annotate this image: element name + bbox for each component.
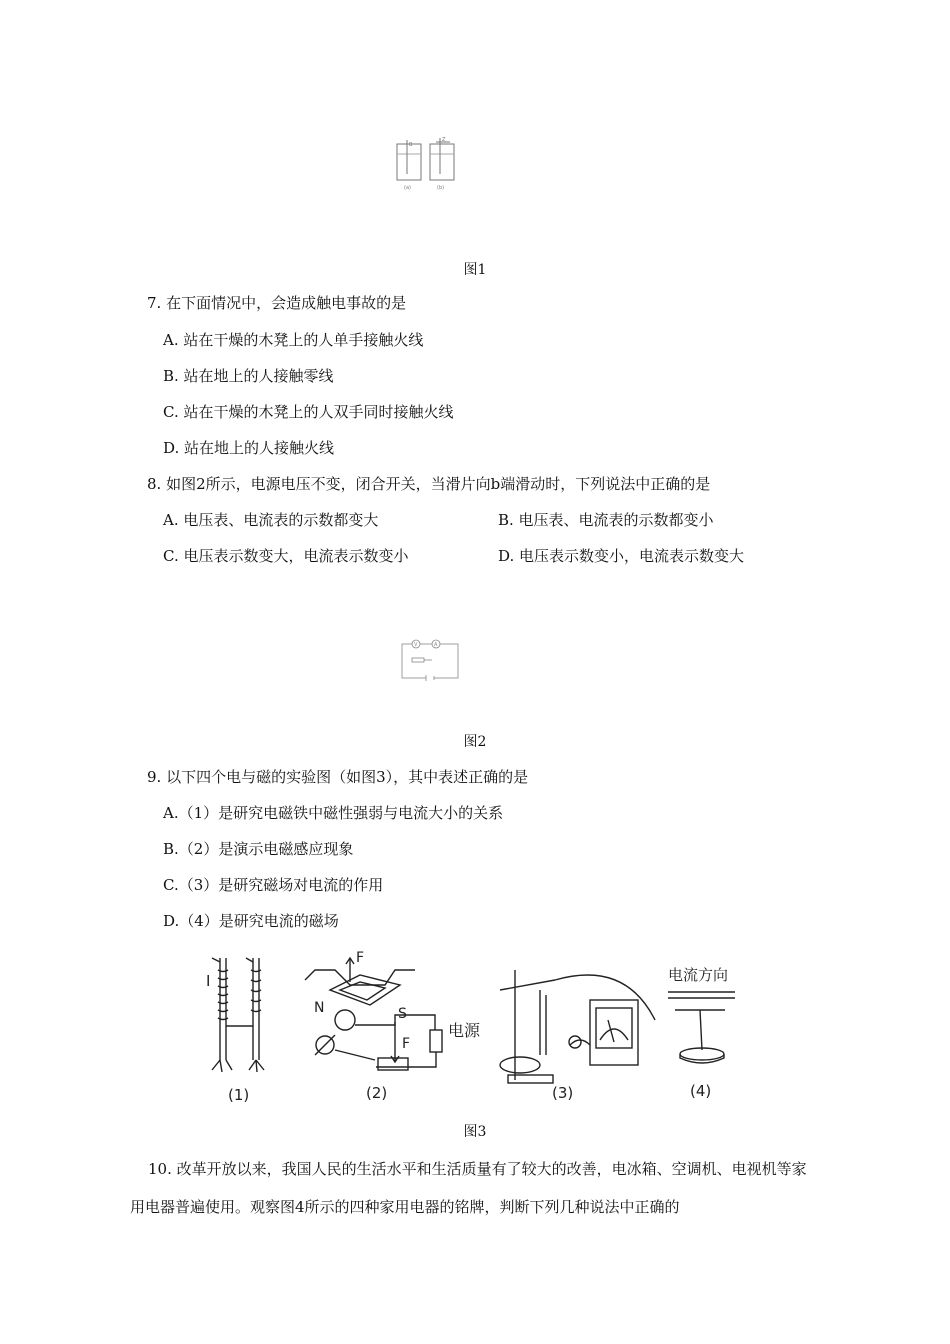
q10-text: 10. 改革开放以来，我国人民的生活水平和生活质量有了较大的改善，电冰箱、空调机、电视机等家用电器普遍使用。观察图4所示的四种家用电器的铭牌，判断下列几种说法中正确的 [130,1160,807,1216]
fig3-label-f-bottom: F [402,1036,411,1052]
ammeter-label: A [434,642,438,648]
fig3-label-s: S [398,1006,407,1022]
fig3-sub-3: (3) [552,1084,574,1102]
rheostat-symbol [412,658,424,662]
beaker-b [430,144,454,180]
fig3-sub-1: (1) [228,1086,250,1104]
q9-option-a: A.（1）是研究电磁铁中磁性强弱与电流大小的关系 [163,804,504,822]
fig3-label-i: I [206,972,211,990]
q7-option-d: D. 站在地上的人接触火线 [163,439,335,457]
voltmeter-label: V [414,642,418,648]
q8-option-c: C. 电压表示数变大，电流表示数变小 [163,547,409,565]
beaker-a [397,144,421,180]
experiment-4-compass [668,992,735,1063]
fig3-label-current-direction: 电流方向 [668,966,729,984]
circuit-loop [402,644,458,678]
figure-3 [190,950,750,1110]
q7-stem: 7. 在下面情况中，会造成触电事故的是 [147,294,407,312]
fig1-caption: 图1 [463,262,487,278]
fig1-sub-a: (a) [404,185,411,191]
q7-option-b: B. 站在地上的人接触零线 [163,367,334,385]
q8-stem: 8. 如图2所示，电源电压不变，闭合开关，当滑片向b端滑动时，下列说法中正确的是 [147,475,711,493]
fig3-caption: 图3 [463,1124,487,1140]
experiment-3-galvanometer [500,970,655,1083]
q7-option-a: A. 站在干燥的木凳上的人单手接触火线 [163,331,424,349]
fig1-sub-b: (b) [437,185,445,191]
fig3-sub-2: (2) [366,1084,388,1102]
q8-option-d: D. 电压表示数变小，电流表示数变大 [498,547,745,565]
q8-option-a: A. 电压表、电流表的示数都变大 [163,511,379,529]
fig3-label-power: 电源 [448,1021,481,1040]
experiment-1-electromagnets [212,958,264,1072]
q9-option-d: D.（4）是研究电流的磁场 [163,912,339,930]
fig3-sub-4: (4) [690,1082,712,1100]
q8-option-b: B. 电压表、电流表的示数都变小 [498,511,714,529]
fig2-caption: 图2 [463,734,487,750]
q9-option-b: B.（2）是演示电磁感应现象 [163,840,354,858]
figure-1 [392,136,462,192]
fig1-mark-b: Z [442,137,446,143]
experiment-2-motor [305,958,442,1070]
fig3-label-n: N [314,1000,325,1016]
q9-stem: 9. 以下四个电与磁的实验图（如图3），其中表述正确的是 [147,768,529,786]
figure-2 [398,638,462,682]
q7-option-c: C. 站在干燥的木凳上的人双手同时接触火线 [163,403,454,421]
fig1-mark-a: B [409,142,413,148]
q9-option-c: C.（3）是研究磁场对电流的作用 [163,876,384,894]
fig3-label-f-top: F [356,950,365,966]
